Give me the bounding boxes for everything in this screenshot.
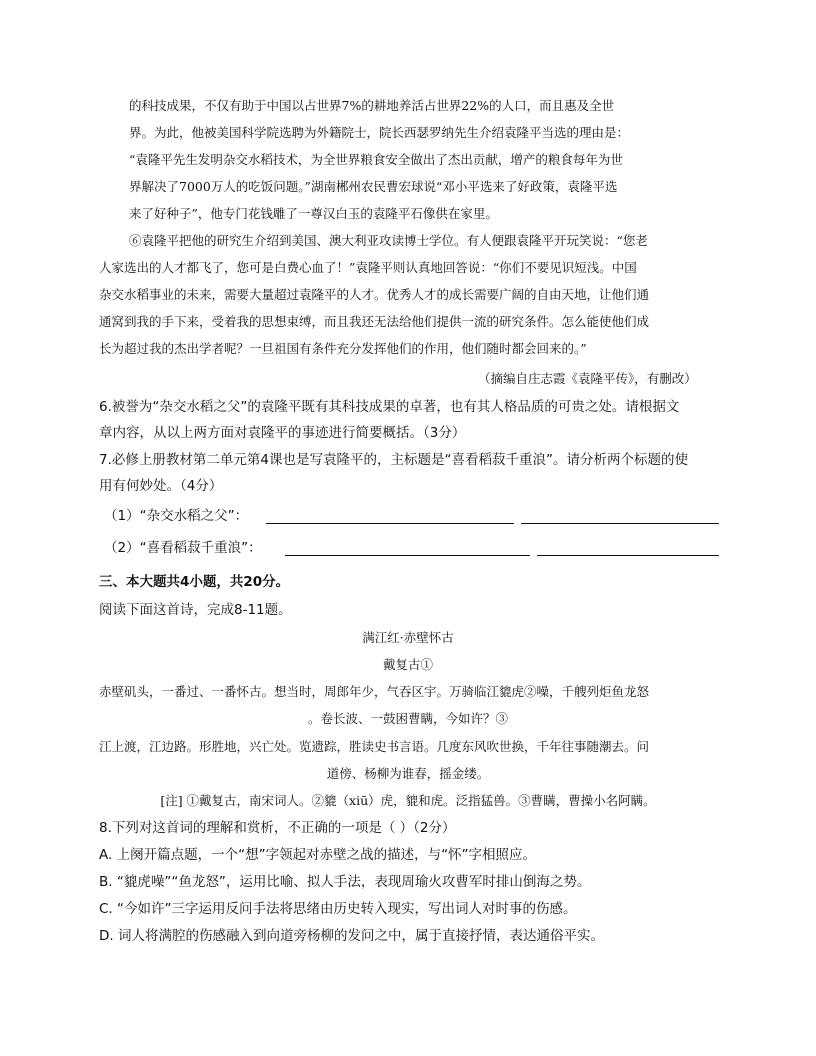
option-d[interactable]: D. 词人将满腔的伤感融入到向道旁杨柳的发问之中，属于直接抒情，表达通俗平实。 [99, 928, 604, 944]
answer-line-7-2a[interactable] [285, 539, 530, 556]
question-7-sub-1-label: （1）“杂交水稻之父”： [104, 508, 249, 524]
passage-line-6: ⑥袁隆平把他的研究生介绍到美国、澳大利亚攻读博士学位。有人便跟袁隆平开玩笑说：“您老 [129, 233, 648, 248]
question-7-line-2: 用有何妙处。（4分） [99, 478, 223, 494]
option-c[interactable]: C. “今如许”三字运用反问手法将思绪由历史转入现实，写出词人对时事的伤感。 [99, 901, 577, 917]
question-8-stem: 8.下列对这首词的理解和赏析，不正确的一项是（ ）（2分） [99, 820, 456, 836]
poem-line-1: 赤壁矶头，一番过、一番怀古。想当时，周郎年少，气吞区宇。万骑临江貔虎②噪，千艘列炬鱼龙怒 [99, 684, 650, 699]
poem-title: 满江红·赤壁怀古 [362, 630, 454, 645]
poem-line-2: 。卷长波、一鼓困曹瞒，今如许？③ [307, 711, 508, 726]
passage-line-7: 人家选出的人才都飞了，您可是白费心血了！”袁隆平则认真地回答说：“你们不要见识短浅。中国 [99, 260, 637, 275]
section-3-intro: 阅读下面这首诗，完成8-11题。 [99, 602, 292, 618]
passage-line-1: 的科技成果，不仅有助于中国以占世界7%的耕地养活占世界22%的人口，而且惠及全世 [129, 98, 615, 113]
poem-line-4: 道傍、杨柳为谁春，摇金缕。 [326, 766, 490, 781]
passage-line-2: 界。为此，他被美国科学院选聘为外籍院士，院长西瑟罗纳先生介绍袁隆平当选的理由是： [129, 125, 630, 140]
passage-line-4: 界解决了7000万人的吃饭问题。”湖南郴州农民曹宏球说“邓小平选来了好政策，袁隆平选 [129, 179, 618, 194]
passage-source: （摘编自庄志霞《袁隆平传》，有删改） [478, 371, 697, 386]
poem-line-3: 江上渡，江边路。形胜地，兴亡处。览遗踪，胜读史书言语。几度东风吹世换，千年往事随潮去。问 [99, 739, 650, 754]
passage-line-3: “袁隆平先生发明杂交水稻技术，为全世界粮食安全做出了杰出贡献，增产的粮食每年为世 [129, 152, 623, 167]
question-6-line-1: 6.被誉为“杂交水稻之父”的袁隆平既有其科技成果的卓著，也有其人格品质的可贵之处。请根据文 [99, 399, 680, 415]
passage-line-10: 长为超过我的杰出学者呢？一旦祖国有条件充分发挥他们的作用，他们随时都会回来的。” [99, 341, 587, 356]
poem-note: [注] ①戴复古，南宋词人。②貔（xiū）虎，貔和虎。泛指猛兽。③曹瞒，曹操小名阿瞒。 [160, 793, 656, 808]
option-b[interactable]: B. “貔虎噪”“鱼龙怒”，运用比喻、拟人手法，表现周瑜火攻曹军时排山倒海之势。 [99, 874, 591, 890]
answer-line-7-2b[interactable] [537, 539, 719, 556]
option-a[interactable]: A. 上阕开篇点题，一个“想”字领起对赤壁之战的描述，与“怀”字相照应。 [99, 847, 537, 863]
answer-line-7-1b[interactable] [521, 507, 719, 524]
passage-line-8: 杂交水稻事业的未来，需要大量超过袁隆平的人才。优秀人才的成长需要广阔的自由天地，让他们通 [99, 287, 650, 302]
question-6-line-2: 章内容，从以上两方面对袁隆平的事迹进行简要概括。（3分） [99, 425, 466, 441]
section-3-heading: 三、本大题共4小题，共20分。 [99, 574, 290, 590]
answer-line-7-1a[interactable] [266, 507, 514, 524]
passage-line-9: 通窝到我的手下来，受着我的思想束缚，而且我还无法给他们提供一流的研究条件。怎么能使他们成 [99, 314, 650, 329]
poem-author: 戴复古① [382, 657, 433, 672]
question-7-sub-2-label: （2）“喜看稻菽千重浪”： [104, 540, 262, 556]
question-7-line-1: 7.必修上册教材第二单元第4课也是写袁隆平的，主标题是“喜看稻菽千重浪”。请分析两个标题的使 [99, 452, 688, 468]
passage-line-5: 来了好种子”，他专门花钱雕了一尊汉白玉的袁隆平石像供在家里。 [129, 206, 498, 221]
